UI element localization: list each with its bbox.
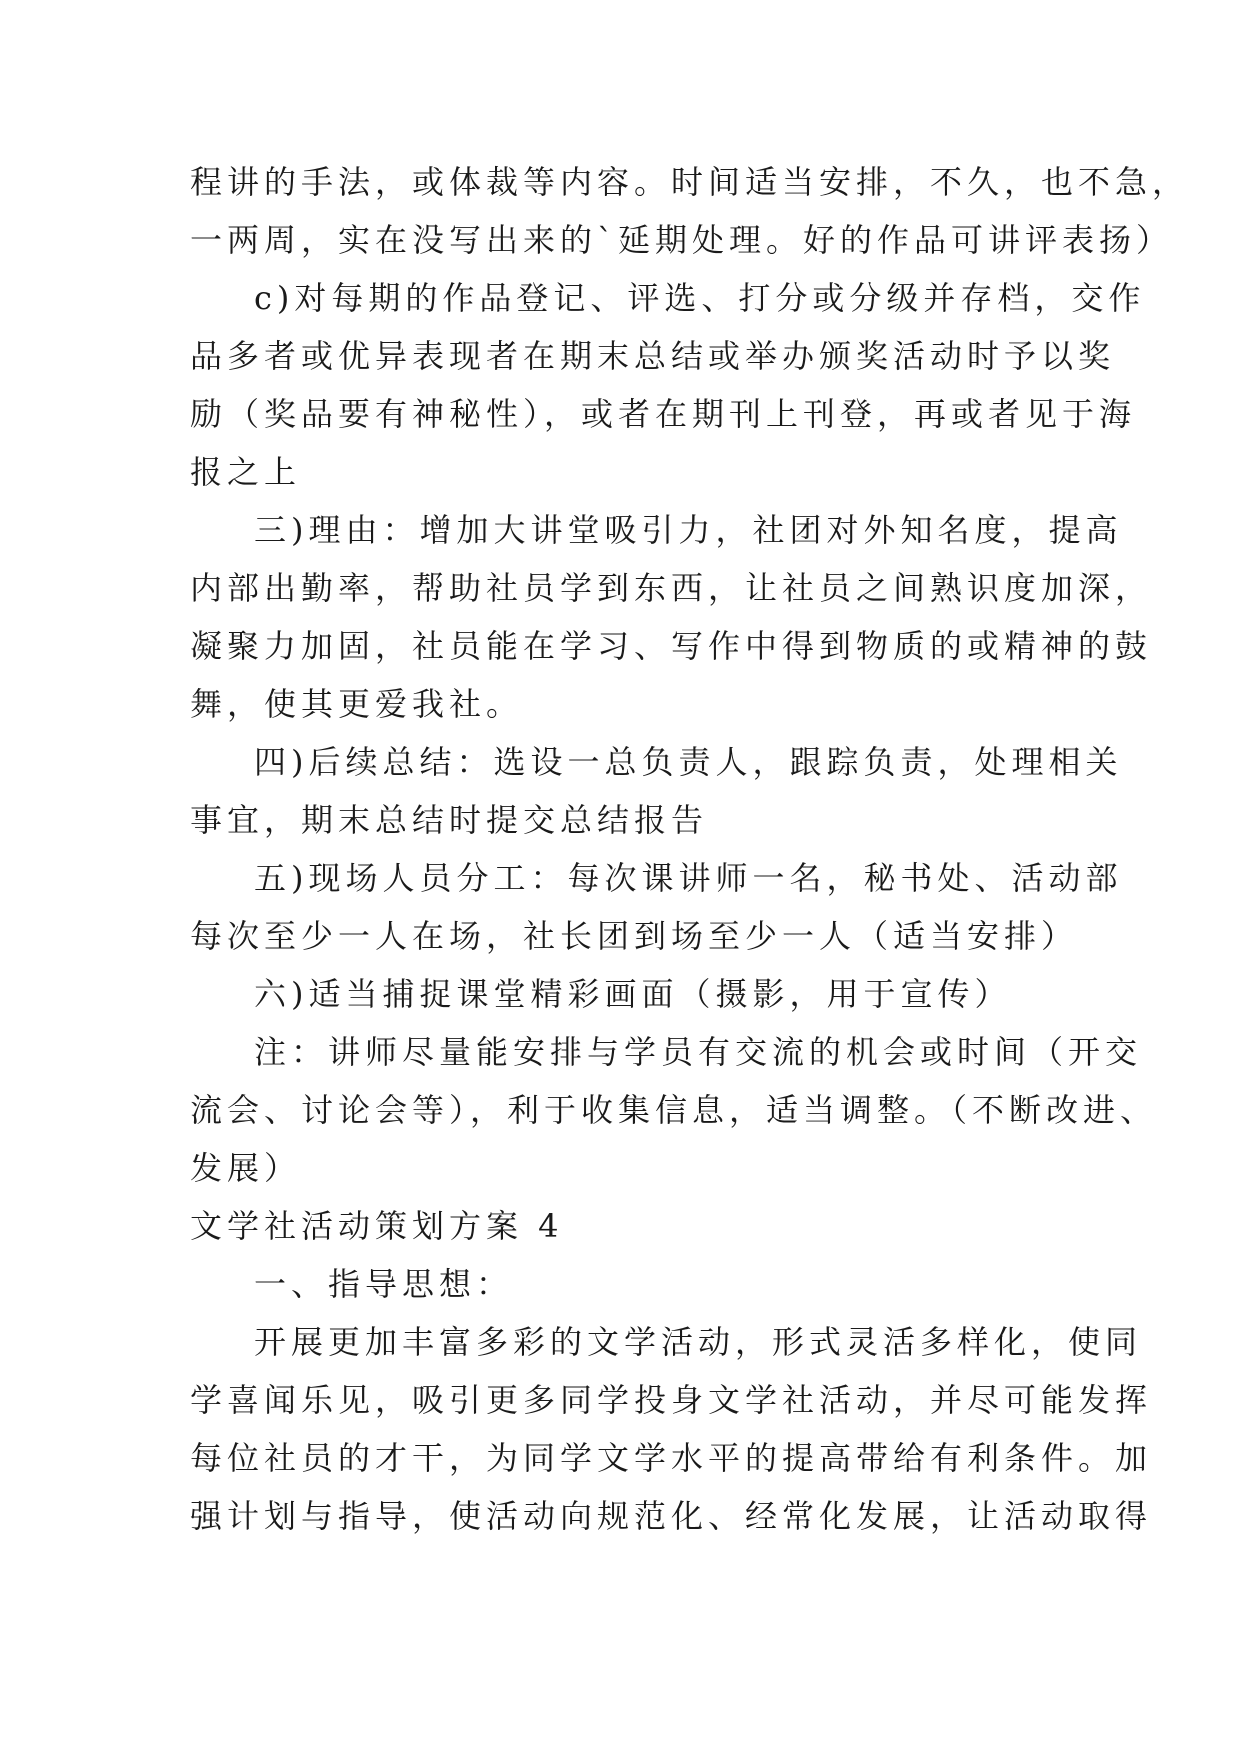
text-line: 一、指导思想： <box>254 1265 514 1303</box>
text-line: 发展） <box>190 1149 302 1187</box>
text-line: 学喜闻乐见，吸引更多同学投身文学社活动，并尽可能发挥 <box>190 1381 1153 1419</box>
text-line: 强计划与指导，使活动向规范化、经常化发展，让活动取得 <box>190 1497 1153 1535</box>
text-line: 每位社员的才干，为同学文学水平的提高带给有利条件。加 <box>190 1439 1153 1477</box>
text-line: 三)理由：增加大讲堂吸引力，社团对外知名度，提高 <box>254 511 1123 549</box>
text-line: 事宜，期末总结时提交总结报告 <box>190 801 709 839</box>
text-line: 注：讲师尽量能安排与学员有交流的机会或时间（开交 <box>254 1033 1143 1071</box>
text-line: 舞，使其更爱我社。 <box>190 685 524 723</box>
text-line: 六)适当捕捉课堂精彩画面（摄影，用于宣传） <box>254 975 1012 1013</box>
text-line: 报之上 <box>190 453 302 491</box>
section-heading: 文学社活动策划方案 4 <box>190 1207 564 1245</box>
text-line: 五)现场人员分工：每次课讲师一名，秘书处、活动部 <box>254 859 1123 897</box>
document-body <box>190 153 1190 1545</box>
text-line: 四)后续总结：选设一总负责人，跟踪负责，处理相关 <box>254 743 1123 781</box>
text-line: 流会、讨论会等），利于收集信息，适当调整。（不断改进、 <box>190 1091 1158 1129</box>
text-line: 开展更加丰富多彩的文学活动，形式灵活多样化，使同 <box>254 1323 1143 1361</box>
text-line: c)对每期的作品登记、评选、打分或分级并存档，交作 <box>254 279 1146 317</box>
text-line: 每次至少一人在场，社长团到场至少一人（适当安排） <box>190 917 1079 955</box>
text-line: 品多者或优异表现者在期末总结或举办颁奖活动时予以奖 <box>190 337 1116 375</box>
text-line: 内部出勤率，帮助社员学到东西，让社员之间熟识度加深， <box>190 569 1153 607</box>
text-line: 一两周，实在没写出来的`延期处理。好的作品可讲评表扬） <box>190 221 1174 259</box>
text-line: 程讲的手法，或体裁等内容。时间适当安排，不久，也不急， <box>190 163 1190 201</box>
text-line: 励（奖品要有神秘性），或者在期刊上刊登，再或者见于海 <box>190 395 1137 433</box>
text-line: 凝聚力加固，社员能在学习、写作中得到物质的或精神的鼓 <box>190 627 1153 665</box>
